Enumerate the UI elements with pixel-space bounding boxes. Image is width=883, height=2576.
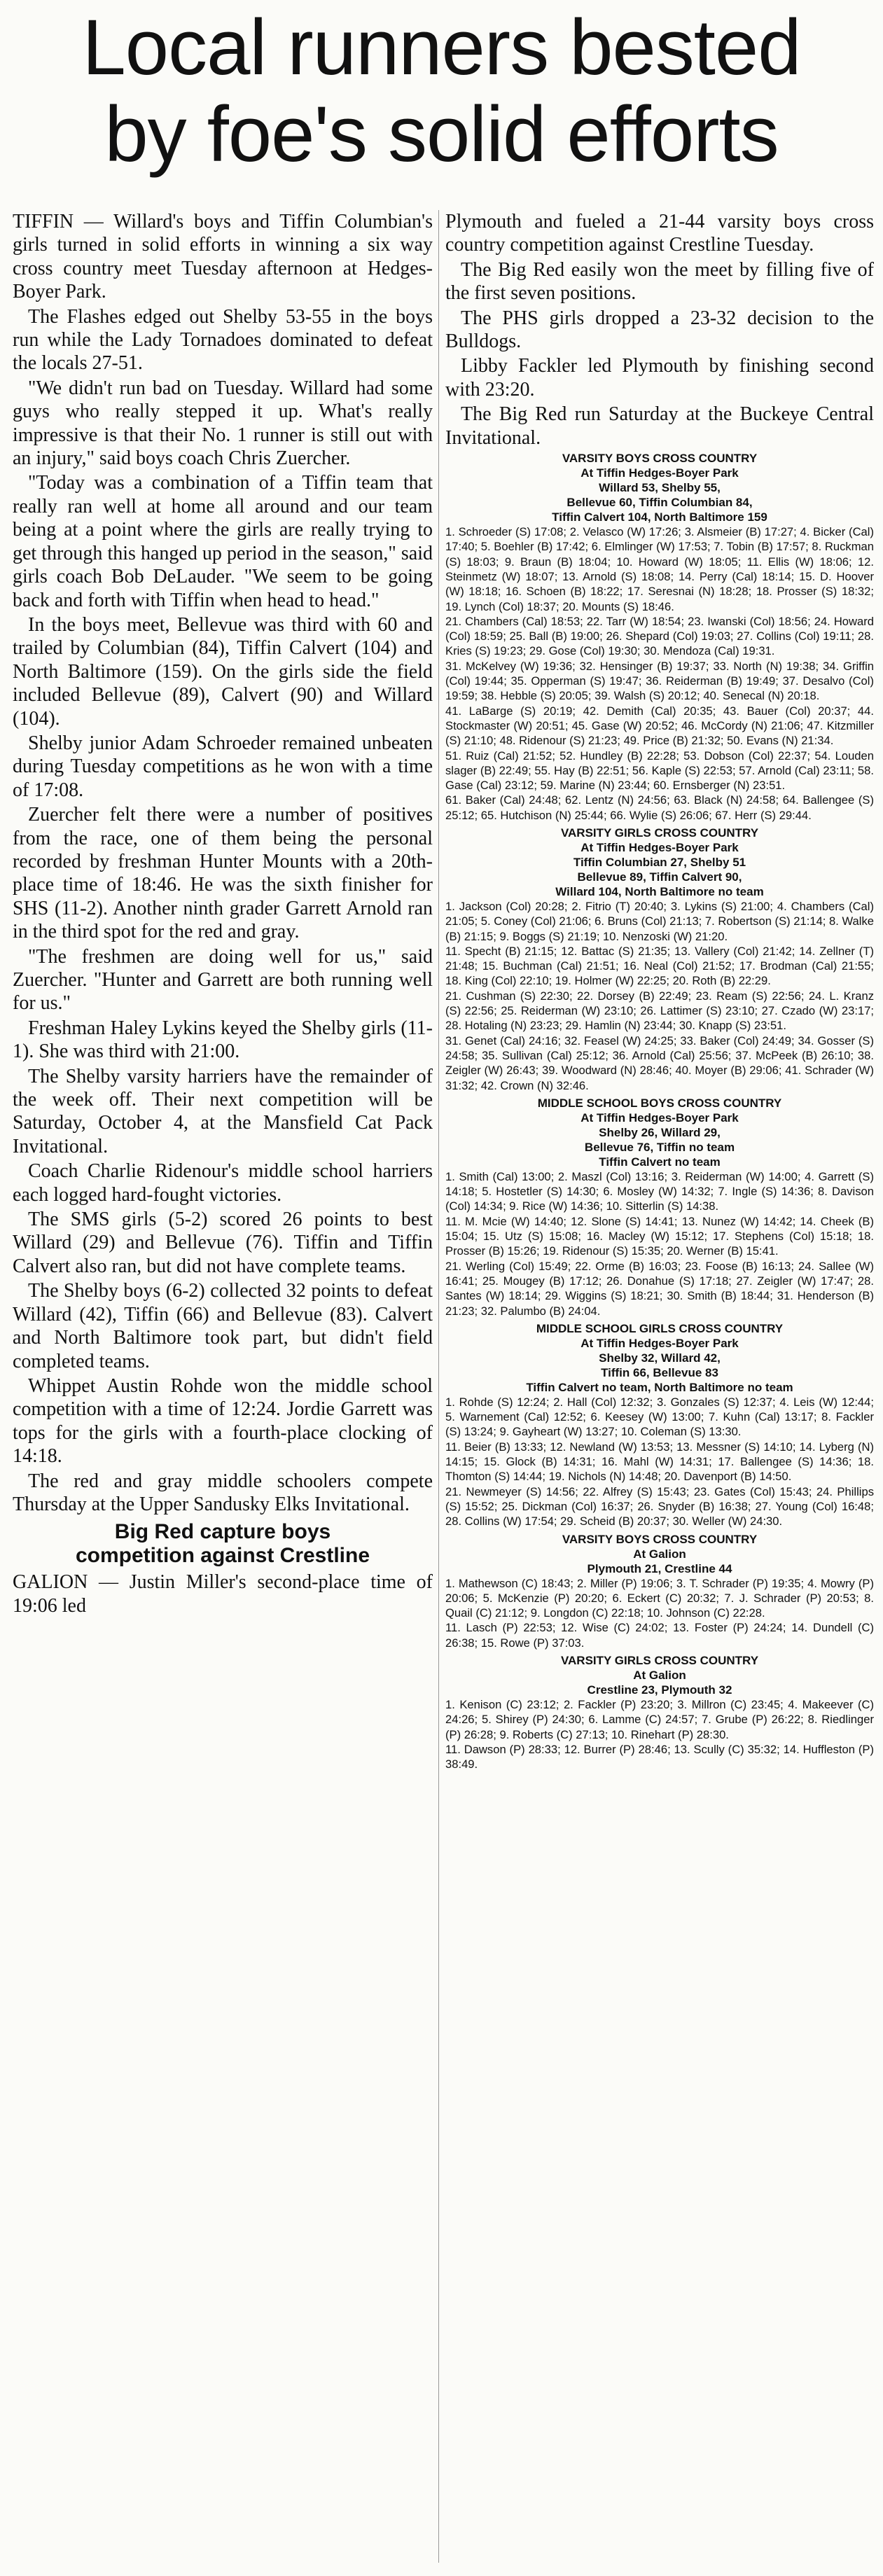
story-paragraph: The Big Red easily won the meet by filling five of the first seven positions. [445,258,874,305]
right-column [445,210,874,2570]
results-header: Willard 53, Shelby 55, [599,481,721,495]
results-body: 1. Jackson (Col) 20:28; 2. Fitrio (T) 20:40; 3. Lykins (S) 21:00; 4. Chambers (Cal) 21:05; 5. Coney (Col) 21:06; 6. Bruns (Col) 21:13; 7. Robertson (S) 21:14; 8. Walke (B) 21:15; 9. Boggs (S) 21:19; 10. Nenzoski (W) 21:20. 11. Specht (B) 21:15; 12. Battac (S) 21:35; 13. Vallery (Col) 21:42; 14. Zellner (T) 21:48; 15. Buchman (Cal) 21:51; 16. Neal (Col) 21:52; 17. Brodman (Cal) 21:55; 18. King (Col) 22:10; 19. Holmer (W) 22:25; 20. Roth (B) 22:29. 21. Cushman (S) 22:30; 22. Dorsey (B) 22:49; 23. Ream (S) 22:56; 24. L. Kranz (S) 22:56; 25. Reiderman (W) 23:10; 26. Lattimer (S) 23:10; 27. Czado (W) 23:17; 28. Hotaling (N) 23:23; 29. Hamlin (N) 23:44; 30. Knapp (S) 23:51. 31. Genet (Cal) 24:16; 32. Feasel (W) 24:25; 33. Baker (Col) 24:49; 34. Gosser (S) 24:58; 35. Sullivan (Cal) 25:12; 36. Arnold (Cal) 25:56; 37. McPeek (B) 26:10; 38. Zeigler (W) 26:43; 39. Woodward (N) 28:46; 40. Moyer (B) 29:06; 41. Schrader (W) 31:32; 42. Crown (N) 32:46. [445,900,874,1092]
results-header: At Tiffin Hedges-Boyer Park [580,466,739,480]
results-body: 1. Schroeder (S) 17:08; 2. Velasco (W) 17:26; 3. Alsmeier (B) 17:27; 4. Bicker (Cal) 17:40; 5. Boehler (B) 17:42; 6. Elmlinger (W) 17:53; 7. Tobin (B) 17:57; 8. Ruckman (S) 18:03; 9. Braun (B) 18:04; 10. Howard (W) 18:05; 11. Ellis (W) 18:06; 12. Steinmetz (W) 18:07; 13. Arnold (S) 18:08; 14. Perry (Cal) 18:14; 15. D. Hoover (W) 18:18; 16. Schoen (B) 18:22; 17. Seresnai (N) 18:28; 18. Prosser (S) 18:32; 19. Lynch (Col) 18:37; 20. Mounts (S) 18:46. 21. Chambers (Cal) 18:53; 22. Tarr (W) 18:54; 23. Iwanski (Col) 18:56; 24. Howard (Col) 18:59; 25. Ball (B) 19:00; 26. Shepard (Col) 19:03; 27. Collins (Col) 19:11; 28. Kries (S) 19:23; 29. Gose (Col) 19:30; 30. Mendoza (Cal) 19:31. 31. McKelvey (W) 19:36; 32. Hensinger (B) 19:37; 33. North (N) 19:38; 34. Griffin (Col) 19:44; 35. Opperman (S) 19:47; 36. Reiderman (B) 19:49; 37. Desalvo (Col) 19:59; 38. Hebble (S) 20:05; 39. Walsh (S) 20:12; 40. Senecal (N) 20:18. 41. LaBarge (S) 20:19; 42. Demith (Cal) 20:35; 43. Bauer (Col) 20:37; 44. Stockmaster (W) 20:51; 45. Gase (W) 20:52; 46. McCordy (N) 21:06; 47. Kitzmiller (S) 21:10; 48. Ridenour (S) 21:23; 49. Price (B) 21:32; 50. Evans (N) 21:34. 51. Ruiz (Cal) 21:52; 52. Hundley (B) 22:28; 53. Dobson (Col) 22:37; 54. Louden slager (B) 22:49; 55. Hay (B) 22:51; 56. Kaple (S) 22:53; 57. Arnold (Cal) 23:11; 58. Gase (Cal) 23:12; 59. Marine (N) 23:44; 60. Ernsberger (N) 23:51. 61. Baker (Cal) 24:48; 62. Lentz (N) 24:56; 63. Black (N) 24:58; 64. Ballengee (S) 25:12; 65. Hutchison (N) 25:44; 66. Wylie (S) 26:06; 67. Herr (S) 29:44. [445,525,874,822]
story-paragraph: GALION — Justin Miller's second-place time of 19:06 led [13,1571,433,1617]
column-rule [438,210,439,2563]
results-header: At Galion [633,1547,686,1561]
story-paragraph: Whippet Austin Rohde won the middle school competition with a time of 12:24. Jordie Garrett was tops for the girls with a fourth-place clocking of 14:18. [13,1374,433,1468]
results-header: At Tiffin Hedges-Boyer Park [580,1336,739,1350]
results-header: Bellevue 76, Tiffin no team [584,1140,735,1154]
results-header: At Tiffin Hedges-Boyer Park [580,841,739,854]
results-header: Crestline 23, Plymouth 32 [587,1683,732,1697]
results-header: VARSITY GIRLS CROSS COUNTRY [560,1653,759,1667]
story-paragraph: "Today was a combination of a Tiffin team that really ran well at home all around and our team being at a point where the girls are really trying to get through this hanged up period in the season," said girls coach Bob DeLauder. "We seem to be going back and forth with Tiffin when head to head." [13,472,433,611]
results-block [445,1653,874,1771]
subhead: Big Red capture boys competition against Crestline [75,1520,370,1568]
story-paragraph: "We didn't run bad on Tuesday. Willard had some guys who really stepped it up. What's really impressive is that their No. 1 runner is still out with an injury," said boys coach Chris Zuercher. [13,377,433,470]
story-paragraph: The Flashes edged out Shelby 53-55 in the boys run while the Lady Tornadoes dominated to defeat the locals 27-51. [13,305,433,375]
results-block [445,826,874,1093]
results-header: VARSITY BOYS CROSS COUNTRY [562,1532,758,1546]
results-header: Tiffin Calvert no team, North Baltimore no team [526,1380,793,1394]
story-paragraph: The Shelby varsity harriers have the remainder of the week off. Their next competition will be Saturday, October 4, at the Mansfield Cat Pack Invitational. [13,1065,433,1157]
results-header: Shelby 26, Willard 29, [599,1125,721,1139]
results-block [445,1532,874,1650]
story-paragraph: The Shelby boys (6-2) collected 32 points to defeat Willard (42), Tiffin (66) and Bellevue (83). Calvert and North Baltimore took part, but didn't field completed teams. [13,1280,433,1372]
story-paragraph: The Big Red run Saturday at the Buckeye Central Invitational. [445,403,874,449]
results-header: MIDDLE SCHOOL BOYS CROSS COUNTRY [537,1096,782,1110]
results-header: VARSITY BOYS CROSS COUNTRY [562,452,758,466]
results-header: VARSITY GIRLS CROSS COUNTRY [560,826,759,840]
results-header: Shelby 32, Willard 42, [599,1351,721,1365]
story-paragraph: Plymouth and fueled a 21-44 varsity boys cross country competition against Crestline Tuesday. [445,211,874,256]
results-body: 1. Rohde (S) 12:24; 2. Hall (Col) 12:32; 3. Gonzales (S) 12:37; 4. Leis (W) 12:44; 5. Warnement (Cal) 12:52; 6. Keesey (W) 13:00; 7. Kuhn (Cal) 13:17; 8. Fackler (S) 13:24; 9. Gayheart (W) 13:27; 10. Coleman (S) 13:30. 11. Beier (B) 13:33; 12. Newland (W) 13:53; 13. Messner (S) 14:10; 14. Lyberg (N) 14:15; 15. Glock (B) 14:31; 16. Mahl (W) 14:31; 17. Ballengee (S) 14:36; 18. Thomton (S) 14:44; 19. Nichols (N) 14:48; 20. Davenport (B) 14:50. 21. Newmeyer (S) 14:56; 22. Alfrey (S) 15:43; 23. Gates (Col) 15:43; 24. Phillips (S) 15:52; 25. Dickman (Col) 16:37; 26. Snyder (B) 16:38; 27. Young (Col) 16:48; 28. Collins (W) 17:54; 29. Scheid (B) 20:37; 30. Weller (W) 24:30. [445,1395,874,1529]
story-paragraph: TIFFIN — Willard's boys and Tiffin Columbian's girls turned in solid efforts in winning a six way cross country meet Tuesday afternoon at Hedges-Boyer Park. [13,211,433,303]
results-header: Plymouth 21, Crestline 44 [587,1561,732,1575]
results-header: Bellevue 89, Tiffin Calvert 90, [577,870,742,884]
story-paragraph: Libby Fackler led Plymouth by finishing second with 23:20. [445,355,874,401]
results-header: Tiffin Calvert 104, North Baltimore 159 [552,510,767,524]
results-block [445,1321,874,1529]
story-paragraph: Coach Charlie Ridenour's middle school harriers each logged hard-fought victories. [13,1160,433,1206]
results-header: MIDDLE SCHOOL GIRLS CROSS COUNTRY [536,1321,784,1335]
story-paragraph: Shelby junior Adam Schroeder remained unbeaten during Tuesday competitions as he won with a time of 17:08. [13,732,433,801]
results-body: 1. Mathewson (C) 18:43; 2. Miller (P) 19:06; 3. T. Schrader (P) 19:35; 4. Mowry (P) 20:06; 5. McKenzie (P) 20:20; 6. Eckert (C) 20:32; 7. J. Schrader (P) 20:53; 8. Quail (C) 21:12; 9. Longdon (C) 22:18; 10. Johnson (C) 22:28. 11. Lasch (P) 22:53; 12. Wise (C) 24:02; 13. Foster (P) 24:24; 14. Dundell (C) 26:38; 15. Rowe (P) 37:03. [445,1576,874,1650]
story-paragraph: "The freshmen are doing well for us," said Zuercher. "Hunter and Garrett are both running well for us." [13,945,433,1015]
results-header: Bellevue 60, Tiffin Columbian 84, [566,496,753,510]
headline: Local runners bested by foe's solid efforts [82,4,801,178]
results-header: Willard 104, North Baltimore no team [555,885,764,898]
results-header: Tiffin Columbian 27, Shelby 51 [573,856,746,869]
results-header: At Galion [633,1668,686,1682]
left-column [13,210,433,2570]
story-paragraph: The red and gray middle schoolers compete Thursday at the Upper Sandusky Elks Invitational. [13,1470,433,1515]
results-header: Tiffin 66, Bellevue 83 [601,1365,718,1379]
story-paragraph: Zuercher felt there were a number of positives from the race, one of them being the personal recorded by freshman Hunter Mounts with a 20th-place time of 18:46. He was the sixth finisher for SHS (11-2). Another ninth grader Garrett Arnold ran in the third spot for the red and gray. [13,804,433,943]
story-paragraph: Freshman Haley Lykins keyed the Shelby girls (11-1). She was third with 21:00. [13,1017,433,1063]
results-body: 1. Smith (Cal) 13:00; 2. Maszl (Col) 13:16; 3. Reiderman (W) 14:00; 4. Garrett (S) 14:18; 5. Hostetler (S) 14:30; 6. Mosley (W) 14:32; 7. Ingle (S) 14:36; 8. Davison (Col) 14:34; 9. Rice (W) 14:36; 10. Sitterlin (S) 14:38. 11. M. Mcie (W) 14:40; 12. Slone (S) 14:41; 13. Nunez (W) 14:42; 14. Cheek (B) 15:04; 15. Utz (S) 15:08; 16. Macley (W) 15:12; 17. Stephens (Col) 15:18; 18. Prosser (B) 15:26; 19. Ridenour (S) 15:35; 20. Werner (B) 15:41. 21. Werling (Col) 15:49; 22. Orme (B) 16:03; 23. Foose (B) 16:13; 24. Sallee (W) 16:41; 25. Mougey (B) 17:12; 26. Donahue (S) 17:18; 27. Zeigler (W) 17:47; 28. Santes (W) 18:14; 29. Wiggins (S) 18:21; 30. Smith (B) 18:44; 31. Henderson (B) 21:23; 32. Palumbo (B) 24:04. [445,1169,874,1318]
results-block [445,1096,874,1318]
results-block [445,451,874,823]
results-header: Tiffin Calvert no team [599,1155,721,1169]
results-body: 1. Kenison (C) 23:12; 2. Fackler (P) 23:20; 3. Millron (C) 23:45; 4. Makeever (C) 24:26; 5. Shirey (P) 24:30; 6. Lamme (C) 24:57; 7. Grube (P) 26:22; 8. Riedlinger (P) 26:28; 9. Roberts (C) 27:13; 10. Rinehart (P) 28:30. 11. Dawson (P) 28:33; 12. Burrer (P) 28:46; 13. Scully (C) 35:32; 14. Huffleston (P) 38:49. [445,1697,874,1771]
results-header: At Tiffin Hedges-Boyer Park [580,1111,739,1125]
story-paragraph: The SMS girls (5-2) scored 26 points to best Willard (29) and Bellevue (76). Tiffin and Tiffin Calvert also ran, but did not have complete teams. [13,1209,433,1277]
story-paragraph: The PHS girls dropped a 23-32 decision to the Bulldogs. [445,307,874,353]
story-paragraph: In the boys meet, Bellevue was third with 60 and trailed by Columbian (84), Tiffin Calvert (104) and North Baltimore (159). On the girls side the field included Bellevue (89), Calvert (90) and Willard (104). [13,613,433,730]
